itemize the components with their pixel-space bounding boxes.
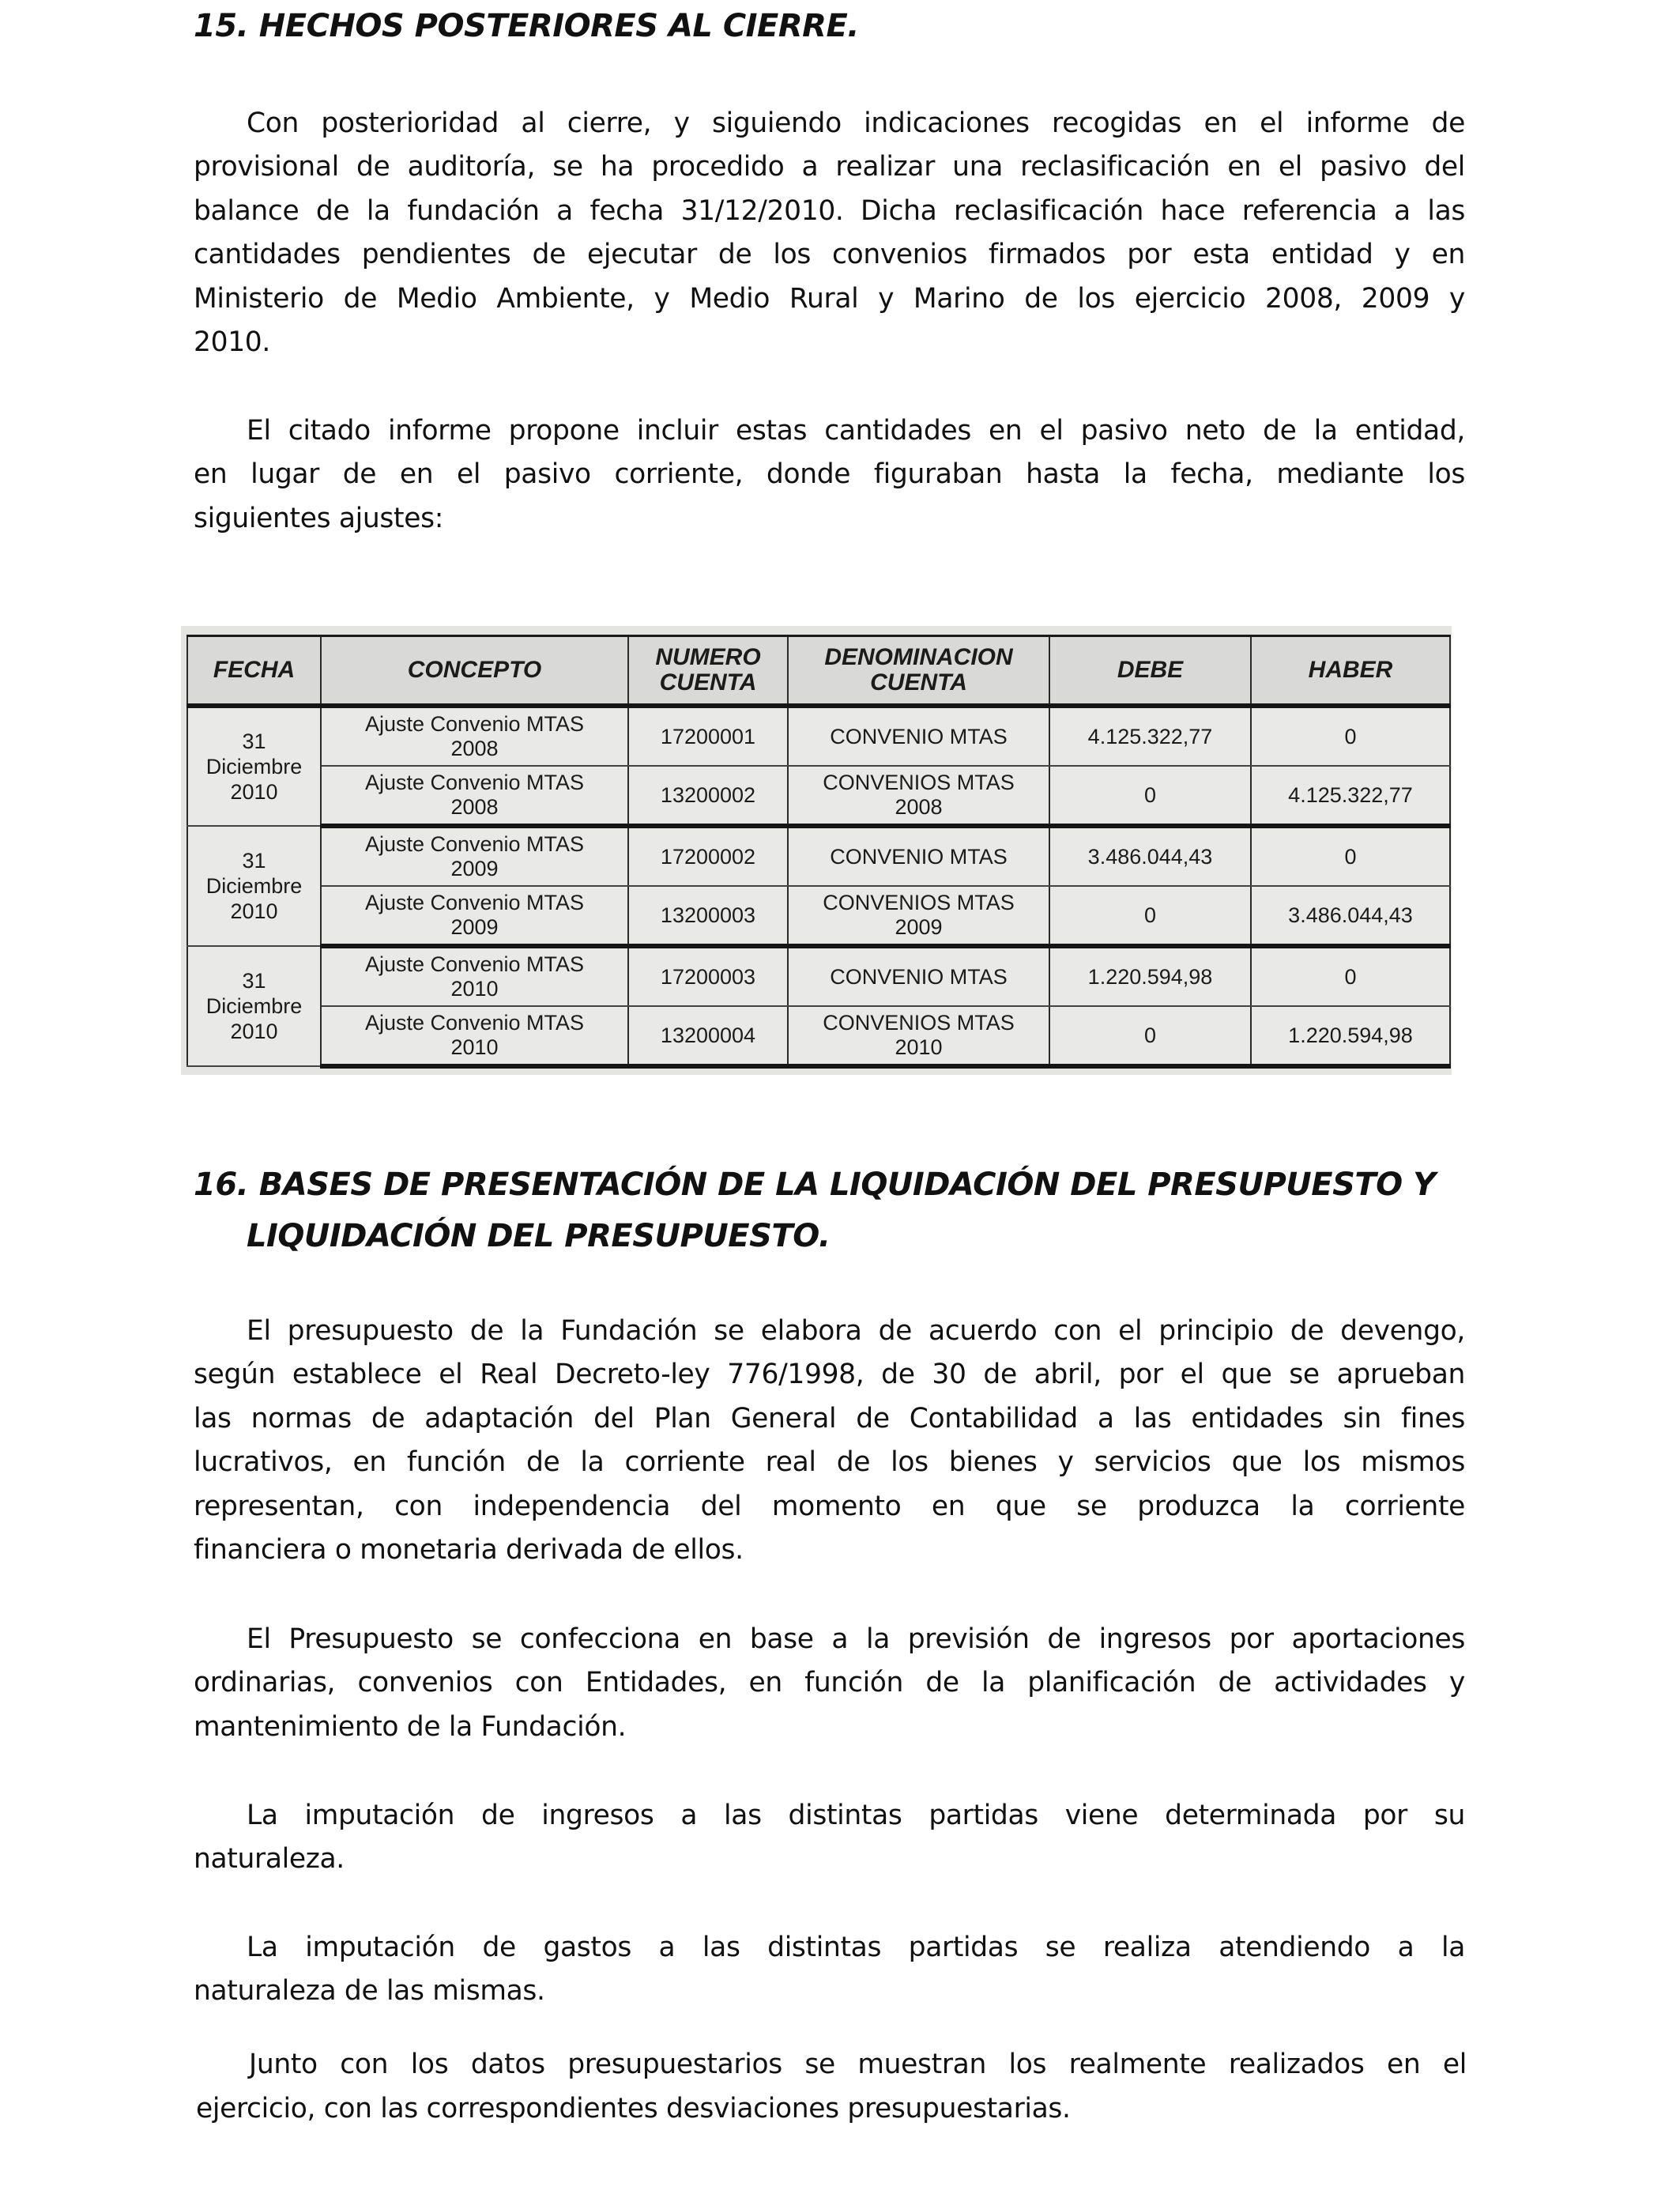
text-line: balance de la fundación a fecha 31/12/2010. Dicha reclasificación hace referencia a las	[194, 195, 1465, 227]
fecha-cell: 31 Diciembre 2010	[187, 706, 321, 826]
numero-cuenta-cell: 17200001	[628, 706, 788, 766]
haber-cell: 4.125.322,77	[1251, 766, 1450, 826]
fecha-cell: 31 Diciembre 2010	[187, 946, 321, 1066]
section-16-title-line-1: 16. BASES DE PRESENTACIÓN DE LA LIQUIDACIÓN DEL PRESUPUESTO Y	[194, 1167, 1436, 1203]
denominacion-cell: CONVENIOS MTAS 2010	[788, 1006, 1049, 1066]
adjustments-table-image	[181, 626, 1452, 1075]
haber-cell: 0	[1251, 946, 1450, 1006]
section-16-title-line-2: LIQUIDACIÓN DEL PRESUPUESTO.	[247, 1218, 831, 1254]
denominacion-cell: CONVENIO MTAS	[788, 826, 1049, 886]
text-line: lucrativos, en función de la corriente real de los bienes y servicios que los mismos	[194, 1446, 1465, 1478]
denominacion-cell: CONVENIOS MTAS 2008	[788, 766, 1049, 826]
table-row	[187, 886, 1450, 946]
header-fecha: FECHA	[187, 636, 321, 707]
text-line: El Presupuesto se confecciona en base a la previsión de ingresos por aportaciones	[247, 1623, 1465, 1655]
concepto-cell: Ajuste Convenio MTAS 2010	[321, 946, 628, 1006]
haber-cell: 3.486.044,43	[1251, 886, 1450, 946]
concepto-cell: Ajuste Convenio MTAS 2008	[321, 766, 628, 826]
text-line: El presupuesto de la Fundación se elabora de acuerdo con el principio de devengo,	[247, 1315, 1465, 1347]
text-line: siguientes ajustes:	[194, 503, 443, 534]
adjustments-table	[186, 635, 1451, 1069]
text-line: las normas de adaptación del Plan General de Contabilidad a las entidades sin fines	[194, 1403, 1465, 1434]
header-haber: HABER	[1251, 636, 1450, 707]
text-line: ejercicio, con las correspondientes desviaciones presupuestarias.	[196, 2093, 1071, 2124]
header-debe: DEBE	[1049, 636, 1251, 707]
table-row	[187, 706, 1450, 766]
text-line: financiera o monetaria derivada de ellos.	[194, 1534, 744, 1566]
text-line: ordinarias, convenios con Entidades, en función de la planificación de actividades y	[194, 1667, 1465, 1698]
concepto-cell: Ajuste Convenio MTAS 2009	[321, 886, 628, 946]
numero-cuenta-cell: 13200002	[628, 766, 788, 826]
table-row	[187, 946, 1450, 1006]
text-line: 2010.	[194, 326, 271, 358]
text-line: Con posterioridad al cierre, y siguiendo indicaciones recogidas en el informe de	[247, 107, 1465, 139]
fecha-cell: 31 Diciembre 2010	[187, 826, 321, 946]
text-line: cantidades pendientes de ejecutar de los convenios firmados por esta entidad y en	[194, 239, 1465, 270]
debe-cell: 3.486.044,43	[1049, 826, 1251, 886]
numero-cuenta-cell: 17200003	[628, 946, 788, 1006]
denominacion-cell: CONVENIOS MTAS 2009	[788, 886, 1049, 946]
text-line: naturaleza.	[194, 1843, 345, 1875]
text-line: mantenimiento de la Fundación.	[194, 1711, 627, 1743]
debe-cell: 0	[1049, 1006, 1251, 1066]
table-row	[187, 1006, 1450, 1066]
text-line: representan, con independencia del momento en que se produzca la corriente	[194, 1491, 1465, 1522]
concepto-cell: Ajuste Convenio MTAS 2008	[321, 706, 628, 766]
numero-cuenta-cell: 13200004	[628, 1006, 788, 1066]
text-line: en lugar de en el pasivo corriente, donde figuraban hasta la fecha, mediante los	[194, 458, 1465, 490]
concepto-cell: Ajuste Convenio MTAS 2010	[321, 1006, 628, 1066]
haber-cell: 0	[1251, 826, 1450, 886]
header-numero-cuenta: NUMERO CUENTA	[628, 636, 788, 707]
debe-cell: 4.125.322,77	[1049, 706, 1251, 766]
header-denominacion-cuenta: DENOMINACION CUENTA	[788, 636, 1049, 707]
haber-cell: 0	[1251, 706, 1450, 766]
text-line: según establece el Real Decreto-ley 776/1998, de 30 de abril, por el que se aprueban	[194, 1359, 1465, 1390]
denominacion-cell: CONVENIO MTAS	[788, 706, 1049, 766]
text-line: provisional de auditoría, se ha procedido a realizar una reclasificación en el pasivo del	[194, 151, 1465, 183]
text-line: Junto con los datos presupuestarios se muestran los realmente realizados en el	[249, 2049, 1467, 2080]
table-row	[187, 766, 1450, 826]
haber-cell: 1.220.594,98	[1251, 1006, 1450, 1066]
text-line: La imputación de ingresos a las distintas partidas viene determinada por su	[247, 1800, 1465, 1831]
concepto-cell: Ajuste Convenio MTAS 2009	[321, 826, 628, 886]
denominacion-cell: CONVENIO MTAS	[788, 946, 1049, 1006]
debe-cell: 1.220.594,98	[1049, 946, 1251, 1006]
text-line: naturaleza de las mismas.	[194, 1975, 545, 2007]
header-concepto: CONCEPTO	[321, 636, 628, 707]
table-header-row	[187, 636, 1450, 707]
table-row	[187, 826, 1450, 886]
section-15-title: 15. HECHOS POSTERIORES AL CIERRE.	[194, 8, 859, 44]
text-line: Ministerio de Medio Ambiente, y Medio Rural y Marino de los ejercicio 2008, 2009 y	[194, 283, 1465, 315]
debe-cell: 0	[1049, 766, 1251, 826]
debe-cell: 0	[1049, 886, 1251, 946]
text-line: La imputación de gastos a las distintas partidas se realiza atendiendo a la	[247, 1932, 1465, 1963]
numero-cuenta-cell: 13200003	[628, 886, 788, 946]
numero-cuenta-cell: 17200002	[628, 826, 788, 886]
text-line: El citado informe propone incluir estas cantidades en el pasivo neto de la entidad,	[247, 415, 1465, 447]
